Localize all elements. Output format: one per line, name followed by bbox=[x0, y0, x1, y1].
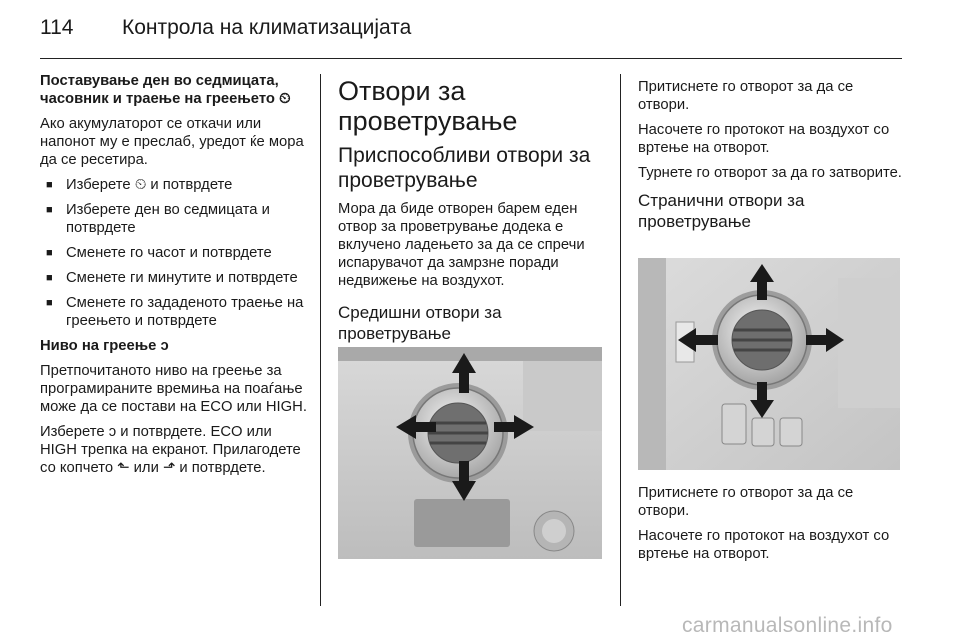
paragraph-battery-reset: Ако акумулаторот се откачи или напонот му е преслаб, уредот ќе мора да се ресетира. bbox=[40, 116, 304, 168]
left-column bbox=[40, 72, 308, 484]
paragraph-press-open: Притиснете го отворот за да се отвори. bbox=[638, 79, 854, 113]
section-title-side-vents: Странични отвори за проветрување bbox=[638, 191, 805, 231]
list-item: ■ Сменете го часот и потврдете bbox=[40, 244, 308, 262]
page-title: Контрола на климатизацијата bbox=[122, 16, 412, 39]
page-header bbox=[40, 16, 902, 56]
right-column-bottom bbox=[638, 484, 906, 570]
middle-column bbox=[338, 76, 606, 351]
paragraph-vents-info: Мора да биде отворен барем еден отвор за проветрување додека е вклучено ладењето за да се спречи испарувачот да замрзне поради недвижење на воздухот. bbox=[338, 201, 585, 289]
paragraph-select-level: Изберете ↄ и потврдете. ECO или HIGH трепка на екранот. Прилагодете со копчето ⬑ или ⬏ и потврдете. bbox=[40, 424, 301, 476]
side-vent-illustration bbox=[638, 258, 900, 470]
list-item: ■ Сменете го зададеното траење на греењето и потврдете bbox=[40, 294, 308, 330]
section-title-adjustable-vents: Приспособливи отвори за проветрување bbox=[338, 144, 591, 192]
column-divider bbox=[320, 74, 321, 606]
page-number: 114 bbox=[40, 16, 74, 39]
list-item: ■ Сменете ги минутите и потврдете bbox=[40, 269, 308, 287]
paragraph-press-open: Притиснете го отворот за да се отвори. bbox=[638, 485, 854, 519]
column-divider bbox=[620, 74, 621, 606]
paragraph-heating-level: Претпочитаното ниво на греење за програмираните времиња на поаѓање може да се постави на ECO или HIGH. bbox=[40, 363, 307, 415]
list-item: ■ Изберете ден во седмицата и потврдете bbox=[40, 201, 308, 237]
right-column-top bbox=[638, 78, 906, 239]
section-heading-heating-level: Ниво на греење ↄ bbox=[40, 338, 169, 354]
list-item: ■ Изберете ⏲ и потврдете bbox=[40, 176, 308, 194]
chapter-title: Отвори за проветрување bbox=[338, 76, 518, 136]
section-title-center-vents: Средишни отвори за проветрување bbox=[338, 303, 502, 343]
watermark: carmanualsonline.info bbox=[682, 614, 893, 637]
paragraph-push-close: Турнете го отворот за да го затворите. bbox=[638, 165, 902, 181]
paragraph-direct-airflow: Насочете го протокот на воздухот со вртење на отворот. bbox=[638, 122, 890, 156]
steps-list bbox=[40, 176, 308, 330]
section-heading-clock: Поставување ден во седмицата, часовник и траење на греењето ⏲ bbox=[40, 73, 291, 107]
paragraph-direct-airflow: Насочете го протокот на воздухот со вртење на отворот. bbox=[638, 528, 890, 562]
header-divider bbox=[40, 58, 902, 59]
center-vent-illustration bbox=[338, 347, 602, 559]
